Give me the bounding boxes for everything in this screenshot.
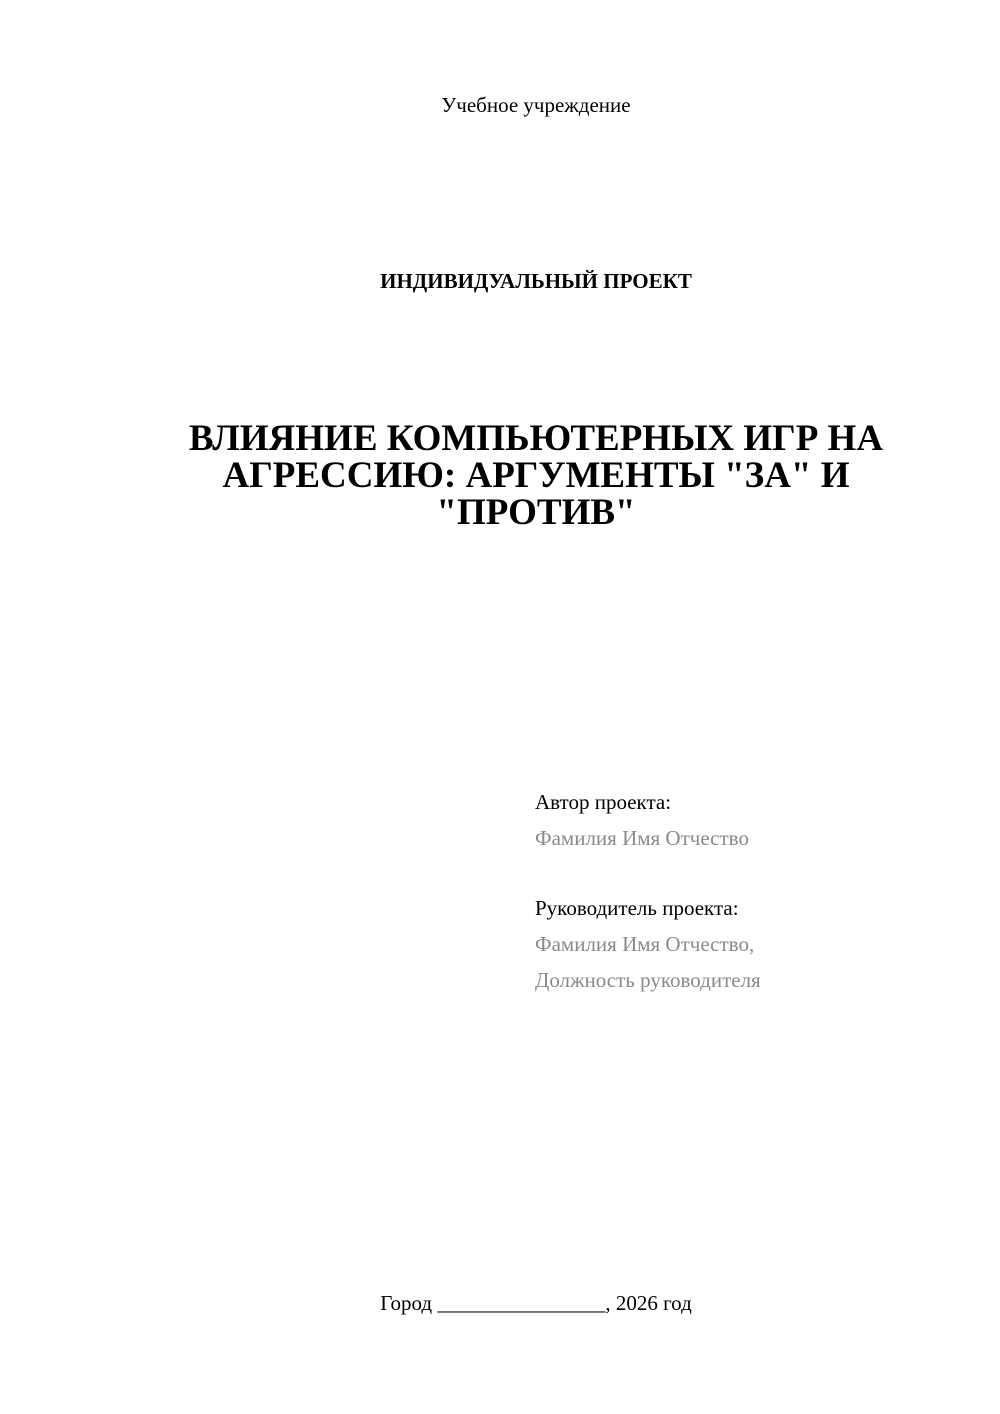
document-type: ИНДИВИДУАЛЬНЫЙ ПРОЕКТ <box>380 269 692 293</box>
supervisor-position: Должность руководителя <box>535 968 761 992</box>
city-year-line: Город ________________, 2026 год <box>380 1291 692 1315</box>
supervisor-block <box>535 890 975 998</box>
project-title-line-2: АГРЕССИЮ: АРГУМЕНТЫ "ЗА" И <box>222 455 850 496</box>
author-name: Фамилия Имя Отчество <box>535 826 749 850</box>
author-label: Автор проекта: <box>535 790 672 814</box>
project-title-line-3: "ПРОТИВ" <box>436 492 636 533</box>
author-block <box>535 784 975 856</box>
project-title <box>176 420 896 531</box>
institution-name: Учебное учреждение <box>441 93 631 117</box>
supervisor-name: Фамилия Имя Отчество, <box>535 932 755 956</box>
supervisor-label: Руководитель проекта: <box>535 896 739 920</box>
project-title-line-1: ВЛИЯНИЕ КОМПЬЮТЕРНЫХ ИГР НА <box>188 418 884 459</box>
